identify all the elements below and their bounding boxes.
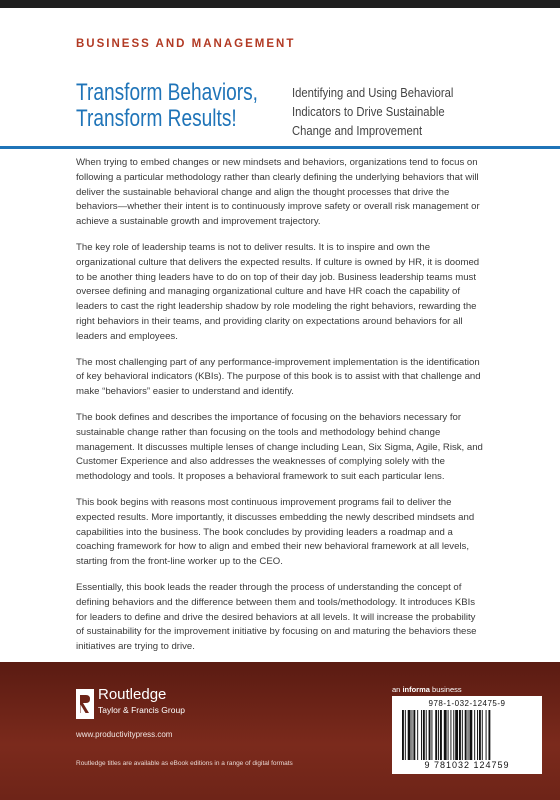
barcode-bar — [459, 710, 461, 760]
barcode-bar — [477, 710, 478, 760]
barcode-bar — [474, 710, 475, 760]
barcode-bar — [438, 710, 439, 760]
barcode-bar — [468, 710, 469, 760]
barcode-icon — [400, 710, 534, 760]
subtitle-line-3: Change and Improvement — [292, 124, 423, 138]
informa-tagline — [392, 685, 462, 694]
barcode-bar — [408, 710, 411, 760]
subtitle-line-1: Identifying and Using Behavioral — [292, 86, 454, 100]
paragraph-6: Essentially, this book leads the reader through the process of understanding the concept of defining behaviors and the difference between them and tools/methodology. It introduces KBIs for leaders to define and drive the desired behaviors at all levels. It will increase the probability of sustainability for the improvement initiative by focusing on and maturing the behaviors these initiatives are trying to drive. — [76, 581, 477, 653]
barcode-bar — [465, 710, 467, 760]
informa-bold: informa — [402, 685, 430, 694]
paragraph-4: The book defines and describes the importance of focusing on the behaviors necessary for sustainable change rather than focusing on the tools and methodology behind change management. It discusses multiple lenses of change including Lean, Six Sigma, Agile, Risk, and Customer Experience and also addresses the weaknesses of complying solely with the methodology and tools. It proposes a behavioral framework to suit each particular lens. — [76, 411, 483, 483]
barcode-bar — [440, 710, 442, 760]
barcode-bar — [448, 710, 449, 760]
barcode-bar — [431, 710, 432, 760]
paragraph-1: When trying to embed changes or new mindsets and behaviors, organizations tend to focus on following a particular methodology rather than clearly defining the underlying behaviors that will deliver the sustainable behavioral change and align the thought processes that drive the behaviors—whether their intent is to continuously improve safety or overall risk management or achieve a sustainable growth and improvement trajectory. — [76, 157, 480, 228]
header-divider — [0, 146, 560, 149]
barcode-bar — [413, 710, 415, 760]
barcode-bar — [421, 710, 422, 760]
barcode-bar — [486, 710, 487, 760]
barcode-bar — [450, 710, 451, 760]
barcode-bar — [429, 710, 431, 760]
description-body — [76, 156, 486, 666]
book-title — [76, 79, 258, 132]
barcode-bar — [405, 710, 406, 760]
barcode-bar — [453, 710, 454, 760]
book-subtitle — [292, 84, 472, 141]
barcode-bar — [402, 710, 404, 760]
ebook-note: Routledge titles are available as eBook editions in a range of digital formats — [76, 760, 293, 767]
barcode-bar — [455, 710, 458, 760]
barcode-bar — [435, 710, 437, 760]
isbn-text: 978-1-032-12475-9 — [428, 699, 506, 708]
publisher-url[interactable]: www.productivitypress.com — [76, 730, 173, 739]
informa-prefix: an — [392, 685, 403, 694]
informa-suffix: business — [429, 685, 462, 694]
barcode-bar — [423, 710, 425, 760]
paragraph-3: The most challenging part of any performance-improvement implementation is the identification of key behavioral indicators (KBIs). The purpose of this book is to assist with that challenge and make “behaviors” easier to understand and identify. — [76, 356, 481, 398]
barcode-bar — [482, 710, 483, 760]
barcode-bar — [412, 710, 413, 760]
title-line-2: Transform Results! — [76, 105, 237, 132]
barcode-bar — [462, 710, 463, 760]
barcode-box — [392, 696, 542, 774]
paragraph-2: The key role of leadership teams is not to deliver results. It is to inspire and own the organizational culture that delivers the expected results. If culture is owned by HR, it is doomed to be another thing leaders have to do on top of their day job. Business leadership teams must oversee defining and managing organizational culture and have HR coach the capability of leaders to cast the right leadership shadow by role modeling the right behaviors, rewarding the right behaviors in their teams, and providing clarity on expectations around behaviors for all leaders and employees. — [76, 241, 480, 342]
barcode-digits: 9 781032 124759 — [424, 760, 510, 770]
barcode-bar — [479, 710, 481, 760]
publisher-name: Routledge — [98, 686, 167, 703]
barcode-bar — [444, 710, 447, 760]
barcode-bar — [426, 710, 427, 760]
publisher-group: Taylor & Francis Group — [98, 705, 185, 715]
top-rule — [0, 0, 560, 8]
subtitle-line-2: Indicators to Drive Sustainable — [292, 105, 445, 119]
barcode-bar — [417, 710, 418, 760]
title-line-1: Transform Behaviors, — [76, 79, 258, 106]
routledge-logo-icon — [76, 689, 94, 719]
category-label: BUSINESS AND MANAGEMENT — [76, 38, 296, 50]
paragraph-5: This book begins with reasons most continuous improvement programs fail to deliver the expected results. More importantly, it discusses embedding the newly described mindsets and capabilities into the business. The book concludes by providing leaders a roadmap and a coaching framework for how to align and embed their new behavioral framework at all levels, starting from the front-line worker up to the CEO. — [76, 496, 475, 568]
barcode-bar — [488, 710, 490, 760]
barcode-bar — [469, 710, 472, 760]
